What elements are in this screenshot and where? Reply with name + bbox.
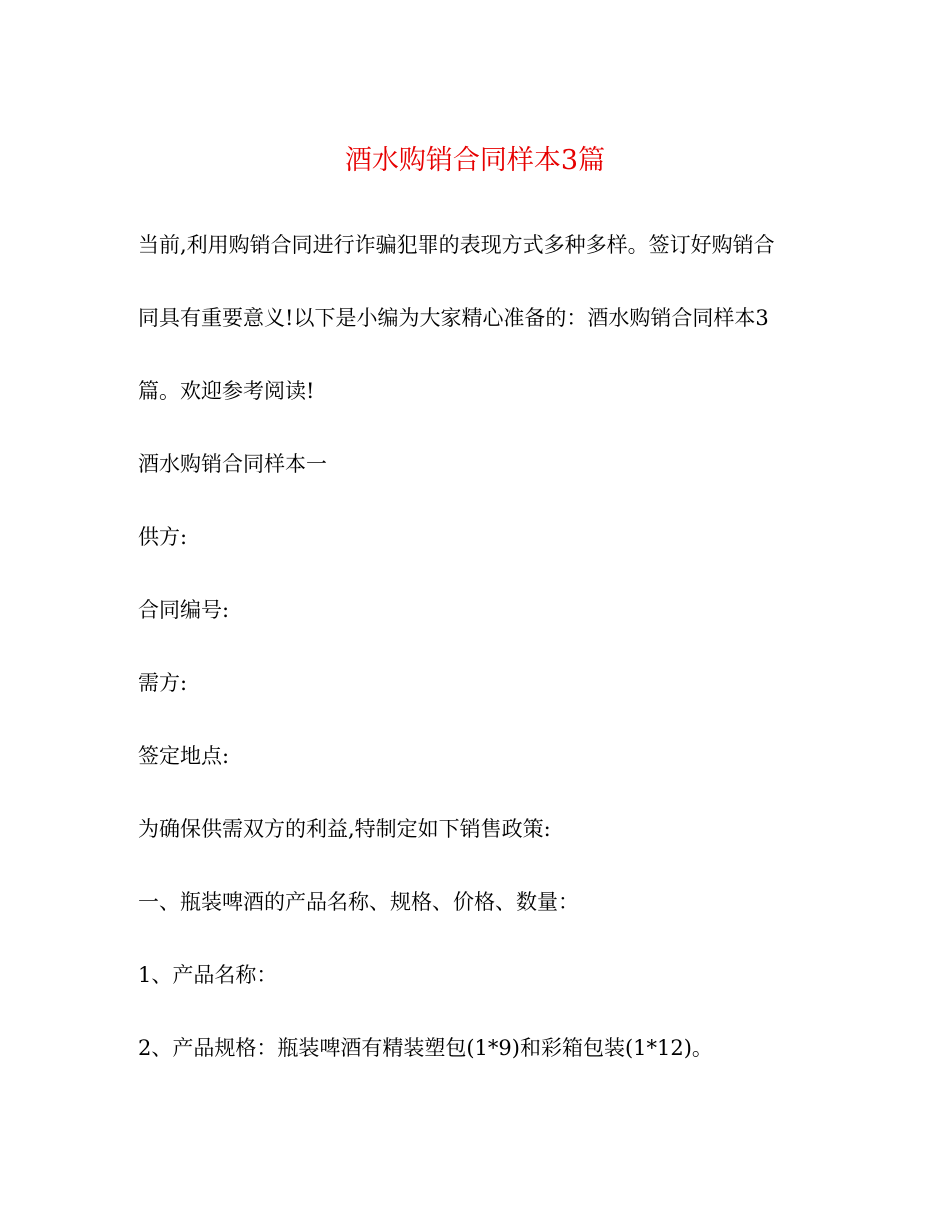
paragraph-line: 当前,利用购销合同进行诈骗犯罪的表现方式多种多样。签订好购销合 (138, 233, 775, 257)
paragraph-line: 篇。欢迎参考阅读! (138, 379, 315, 403)
section-heading: 酒水购销合同样本一 (138, 452, 327, 476)
field-buyer: 需方: (138, 671, 188, 695)
field-contract-number: 合同编号: (138, 598, 230, 622)
clause-item: 2、产品规格：瓶装啤酒有精装塑包(1*9)和彩箱包装(1*12)。 (138, 1036, 713, 1060)
paragraph-line: 同具有重要意义!以下是小编为大家精心准备的：酒水购销合同样本3 (138, 306, 769, 330)
field-supplier: 供方: (138, 525, 188, 549)
clause-item: 1、产品名称： (138, 963, 278, 987)
field-signing-place: 签定地点: (138, 744, 230, 768)
document-title: 酒水购销合同样本3篇 (344, 145, 606, 176)
paragraph-line: 为确保供需双方的利益,特制定如下销售政策: (138, 817, 551, 841)
clause-heading: 一、瓶装啤酒的产品名称、规格、价格、数量： (138, 890, 579, 914)
